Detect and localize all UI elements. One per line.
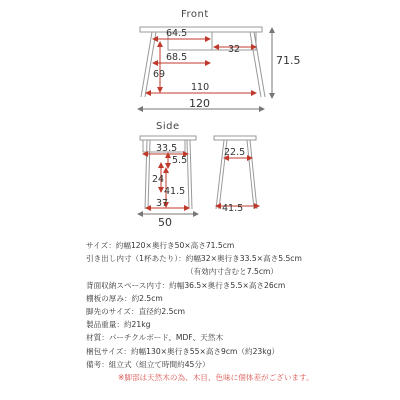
spec-label: 製品重量 ： (86, 320, 124, 329)
spec-value: パーチクルボード、MDF、天然木 (108, 333, 224, 343)
spec-weight (86, 318, 386, 331)
side-dim-width: 50 (158, 216, 172, 229)
spec-label: 梱包サイズ ： (86, 347, 131, 356)
spec-drawer-inner-note (86, 265, 386, 278)
spec-value: 約21kg (123, 320, 151, 330)
side-dim-r1: 22.5 (224, 147, 246, 158)
front-dim-d4: 69 (153, 69, 166, 80)
side-dim-d5: 37 (156, 198, 169, 209)
side-dim-d1: 33.5 (156, 143, 178, 154)
spec-label: サイズ ： (86, 241, 116, 250)
spec-label: 材質 ： (86, 333, 109, 342)
spec-material (86, 331, 386, 344)
side-dim-d3: 24 (152, 174, 165, 185)
spec-label: 脚先のサイズ ： (86, 307, 139, 316)
spec-drawer-inner (86, 252, 386, 265)
spec-size (86, 239, 386, 252)
spec-value: 約幅36.5×奥行き5.5×高さ26cm (169, 280, 286, 290)
spec-value: 約幅32×奥行き33.5×高さ5.5cm (185, 254, 302, 264)
spec-value: 約2.5cm (131, 293, 163, 303)
front-dim-d3: 68.5 (166, 52, 188, 63)
front-dim-width: 120 (189, 97, 210, 110)
front-dim-d5: 110 (191, 82, 210, 93)
spec-leg-size (86, 305, 386, 318)
side-view-title: Side (156, 121, 180, 132)
spec-label: 棚板の厚み ： (86, 294, 132, 303)
leg-wood-note: ※脚部は天然木の為、木目、色味に個体差がございます。 (118, 373, 314, 383)
spec-value: 約幅120×奥行き50×高さ71.5cm (115, 241, 235, 250)
spec-value: 組立式（組立て時間約45分） (108, 359, 210, 369)
spec-package-size (86, 345, 386, 358)
side-dim-d4: 41.5 (164, 186, 186, 197)
spec-rear-storage (86, 279, 386, 292)
side-dim-d2: 5.5 (172, 155, 188, 166)
spec-remarks (86, 358, 386, 371)
product-specifications (86, 239, 386, 384)
spec-value: 直径約2.5cm (138, 307, 185, 317)
front-dim-d1: 64.5 (166, 28, 188, 39)
front-dim-d2: 32 (228, 44, 241, 55)
front-view-title: Front (181, 9, 209, 20)
front-dim-height: 71.5 (276, 54, 301, 67)
spec-label: 引き出し内寸（1杯あたり） ： (86, 254, 186, 263)
spec-shelf-thickness (86, 292, 386, 305)
spec-value: （有効内寸含むと7.5cm） (186, 267, 278, 277)
side-dim-r2: 41.5 (222, 203, 244, 214)
spec-label: 背面収納スペース内寸 ： (86, 281, 169, 290)
spec-label: 備考 ： (86, 360, 109, 369)
spec-value: 約幅130×奥行き55×高さ9cm（約23kg） (130, 346, 280, 356)
